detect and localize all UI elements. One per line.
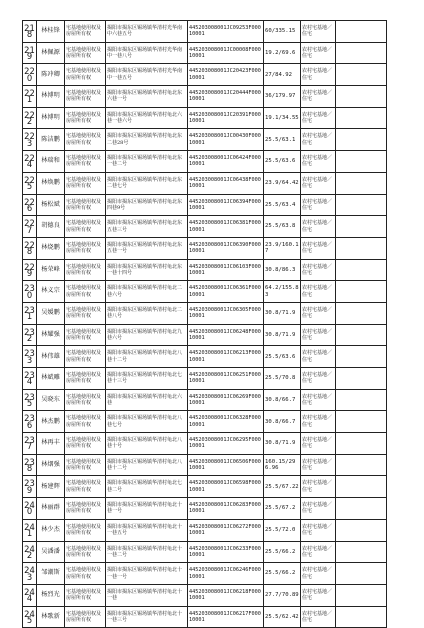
land-use-cell: 农村宅基地／住宅: [301, 324, 336, 346]
owner-name-cell: 林耀强: [37, 324, 65, 346]
row-number-cell: 241: [23, 519, 37, 541]
area-cell: 30.8/71.9: [264, 433, 301, 455]
owner-name-cell: 杨荣峰: [37, 259, 65, 281]
remarks-cell: [336, 498, 387, 520]
area-cell: 25.5/67.2: [264, 498, 301, 520]
land-use-cell: 农村宅基地／住宅: [301, 64, 336, 86]
unit-code-cell: 445203008001JC06248F00010001: [188, 324, 264, 346]
unit-code-cell: 445203008001JC06424F00010001: [188, 151, 264, 173]
land-use-cell: 农村宅基地／住宅: [301, 411, 336, 433]
table-row: [23, 172, 387, 194]
registry-table: [22, 20, 387, 628]
location-cell: 揭阳市揭东区锡场镇华清村龟北东一巷十四号: [106, 259, 188, 281]
area-cell: 30.8/71.9: [264, 302, 301, 324]
right-type-cell: 宅基地使用权及房屋所有权: [65, 498, 106, 520]
row-number-cell: 230: [23, 281, 37, 303]
location-cell: 揭阳市揭东区锡场镇华清村龟北八巷十二号: [106, 454, 188, 476]
area-cell: 30.8/71.9: [264, 324, 301, 346]
area-cell: 27/84.92: [264, 64, 301, 86]
right-type-cell: 宅基地使用权及房屋所有权: [65, 563, 106, 585]
area-cell: 25.5/63.6: [264, 346, 301, 368]
land-use-cell: 农村宅基地／住宅: [301, 86, 336, 108]
table-row: [23, 64, 387, 86]
row-number-cell: 235: [23, 389, 37, 411]
right-type-cell: 宅基地使用权及房屋所有权: [65, 519, 106, 541]
right-type-cell: 宅基地使用权及房屋所有权: [65, 302, 106, 324]
remarks-cell: [336, 563, 387, 585]
table-row: [23, 237, 387, 259]
right-type-cell: 宅基地使用权及房屋所有权: [65, 194, 106, 216]
table-row: [23, 21, 387, 43]
owner-name-cell: 林义宗: [37, 281, 65, 303]
right-type-cell: 宅基地使用权及房屋所有权: [65, 584, 106, 606]
area-cell: 25.5/67.22: [264, 476, 301, 498]
owner-name-cell: 林烧鹏: [37, 237, 65, 259]
table-row: [23, 368, 387, 390]
land-use-cell: 农村宅基地／住宅: [301, 216, 336, 238]
row-number-cell: 239: [23, 476, 37, 498]
table-row: [23, 519, 387, 541]
remarks-cell: [336, 519, 387, 541]
unit-code-cell: 445203008001JC06269F00010001: [188, 389, 264, 411]
right-type-cell: 宅基地使用权及房屋所有权: [65, 172, 106, 194]
table-row: [23, 281, 387, 303]
remarks-cell: [336, 411, 387, 433]
row-number-cell: 236: [23, 411, 37, 433]
land-use-cell: 农村宅基地／住宅: [301, 129, 336, 151]
area-cell: 25.5/66.2: [264, 541, 301, 563]
location-cell: 揭阳市揭东区锡场镇华清村龟北东二巷七号: [106, 172, 188, 194]
location-cell: 揭阳市揭东区锡场镇华清村龟北东六巷一号: [106, 86, 188, 108]
location-cell: 揭阳市揭东区锡场镇华清村龟北二巷八号: [106, 302, 188, 324]
remarks-cell: [336, 86, 387, 108]
land-use-cell: 农村宅基地／住宅: [301, 433, 336, 455]
right-type-cell: 宅基地使用权及房屋所有权: [65, 606, 106, 628]
location-cell: 揭阳市揭东区锡场镇华清村龟北十一巷一号: [106, 563, 188, 585]
area-cell: 160.15/296.96: [264, 454, 301, 476]
table-row: [23, 129, 387, 151]
remarks-cell: [336, 476, 387, 498]
land-use-cell: 农村宅基地／住宅: [301, 42, 336, 64]
unit-code-cell: 445203008001JC06394F00010001: [188, 194, 264, 216]
row-number-cell: 219: [23, 42, 37, 64]
right-type-cell: 宅基地使用权及房屋所有权: [65, 389, 106, 411]
unit-code-cell: 445203008001JC09253F00010001: [188, 21, 264, 43]
row-number-cell: 244: [23, 584, 37, 606]
remarks-cell: [336, 389, 387, 411]
owner-name-cell: 吴媛鹏: [37, 302, 65, 324]
table-row: [23, 498, 387, 520]
row-number-cell: 243: [23, 563, 37, 585]
right-type-cell: 宅基地使用权及房屋所有权: [65, 433, 106, 455]
unit-code-cell: 445203008001JC06381F00010001: [188, 216, 264, 238]
remarks-cell: [336, 324, 387, 346]
remarks-cell: [336, 606, 387, 628]
land-use-cell: 农村宅基地／住宅: [301, 281, 336, 303]
remarks-cell: [336, 64, 387, 86]
land-use-cell: 农村宅基地／住宅: [301, 606, 336, 628]
land-use-cell: 农村宅基地／住宅: [301, 389, 336, 411]
location-cell: 揭阳市揭东区锡场镇华清村龟北八巷十号: [106, 433, 188, 455]
owner-name-cell: 陈洁鹏: [37, 129, 65, 151]
location-cell: 揭阳市揭东区锡场镇华清村龟北十一巷五号: [106, 519, 188, 541]
row-number-cell: 225: [23, 172, 37, 194]
table-row: [23, 606, 387, 628]
remarks-cell: [336, 194, 387, 216]
owner-name-cell: 胡德良: [37, 216, 65, 238]
unit-code-cell: 445203008001JC20423F00010001: [188, 64, 264, 86]
remarks-cell: [336, 433, 387, 455]
owner-name-cell: 林杰鹏: [37, 411, 65, 433]
row-number-cell: 223: [23, 129, 37, 151]
unit-code-cell: 445203008001JC06390F00010001: [188, 237, 264, 259]
right-type-cell: 宅基地使用权及房屋所有权: [65, 541, 106, 563]
row-number-cell: 232: [23, 324, 37, 346]
area-cell: 25.5/70.8: [264, 368, 301, 390]
remarks-cell: [336, 21, 387, 43]
remarks-cell: [336, 151, 387, 173]
unit-code-cell: 445203008001JC06305F00010001: [188, 302, 264, 324]
remarks-cell: [336, 129, 387, 151]
land-use-cell: 农村宅基地／住宅: [301, 584, 336, 606]
right-type-cell: 宅基地使用权及房屋所有权: [65, 42, 106, 64]
right-type-cell: 宅基地使用权及房屋所有权: [65, 21, 106, 43]
right-type-cell: 宅基地使用权及房屋所有权: [65, 151, 106, 173]
land-use-cell: 农村宅基地／住宅: [301, 519, 336, 541]
land-use-cell: 农村宅基地／住宅: [301, 237, 336, 259]
unit-code-cell: 445203008001JC06251F00010001: [188, 368, 264, 390]
owner-name-cell: 林瑞和: [37, 151, 65, 173]
table-row: [23, 454, 387, 476]
registry-table-body: [23, 21, 387, 628]
right-type-cell: 宅基地使用权及房屋所有权: [65, 216, 106, 238]
unit-code-cell: 445203008001JC00008F00010001: [188, 42, 264, 64]
table-row: [23, 584, 387, 606]
unit-code-cell: 445203008001JC20391F00010001: [188, 107, 264, 129]
location-cell: 揭阳市揭东区锡场镇华清村龟北东四巷9号: [106, 194, 188, 216]
table-row: [23, 216, 387, 238]
owner-name-cell: 林佩源: [37, 42, 65, 64]
table-row: [23, 389, 387, 411]
row-number-cell: 227: [23, 216, 37, 238]
land-use-cell: 农村宅基地／住宅: [301, 21, 336, 43]
location-cell: 揭阳市揭东区锡场镇华清村龟北东五巷一号: [106, 237, 188, 259]
unit-code-cell: 445203008001JC06213F00010001: [188, 346, 264, 368]
owner-name-cell: 林再丰: [37, 433, 65, 455]
area-cell: 23.9/64.42: [264, 172, 301, 194]
unit-code-cell: 445203008001JC06233F00010001: [188, 541, 264, 563]
table-row: [23, 194, 387, 216]
row-number-cell: 237: [23, 433, 37, 455]
right-type-cell: 宅基地使用权及房屋所有权: [65, 411, 106, 433]
row-number-cell: 240: [23, 498, 37, 520]
remarks-cell: [336, 541, 387, 563]
table-row: [23, 346, 387, 368]
unit-code-cell: 445203008001JC06217F00010001: [188, 606, 264, 628]
remarks-cell: [336, 346, 387, 368]
owner-name-cell: 林斌雕: [37, 368, 65, 390]
land-use-cell: 农村宅基地／住宅: [301, 368, 336, 390]
land-use-cell: 农村宅基地／住宅: [301, 476, 336, 498]
remarks-cell: [336, 216, 387, 238]
owner-name-cell: 邹潮斯: [37, 563, 65, 585]
right-type-cell: 宅基地使用权及房屋所有权: [65, 368, 106, 390]
remarks-cell: [336, 584, 387, 606]
area-cell: 30.8/86.3: [264, 259, 301, 281]
remarks-cell: [336, 237, 387, 259]
land-use-cell: 农村宅基地／住宅: [301, 151, 336, 173]
unit-code-cell: 445203008001JC06283F00010001: [188, 498, 264, 520]
location-cell: 揭阳市揭东区锡场镇华清村龟北九巷六号: [106, 324, 188, 346]
land-use-cell: 农村宅基地／住宅: [301, 107, 336, 129]
unit-code-cell: 445203008001JC06218F00010001: [188, 584, 264, 606]
row-number-cell: 220: [23, 64, 37, 86]
location-cell: 揭阳市揭东区锡场镇华清村龟北东五巷三号: [106, 216, 188, 238]
unit-code-cell: 445203008001JC06506F00010001: [188, 454, 264, 476]
row-number-cell: 226: [23, 194, 37, 216]
area-cell: 36/179.97: [264, 86, 301, 108]
row-number-cell: 234: [23, 368, 37, 390]
remarks-cell: [336, 172, 387, 194]
unit-code-cell: 445203008001JC06272F00010001: [188, 519, 264, 541]
land-use-cell: 农村宅基地／住宅: [301, 346, 336, 368]
owner-name-cell: 林丽群: [37, 498, 65, 520]
row-number-cell: 221: [23, 86, 37, 108]
right-type-cell: 宅基地使用权及房屋所有权: [65, 346, 106, 368]
location-cell: 揭阳市揭东区锡场镇华清村龟北东一巷二号: [106, 151, 188, 173]
unit-code-cell: 445203008001JC06328F00010001: [188, 411, 264, 433]
location-cell: 揭阳市揭东区锡场镇华清村龟北十一巷二号: [106, 541, 188, 563]
location-cell: 揭阳市揭东区锡场镇华清村龟北六巷一巷六号: [106, 107, 188, 129]
area-cell: 25.5/66.2: [264, 563, 301, 585]
owner-name-cell: 吴潘潘: [37, 541, 65, 563]
unit-code-cell: 445203008001JC06246F00010001: [188, 563, 264, 585]
row-number-cell: 229: [23, 259, 37, 281]
land-use-cell: 农村宅基地／住宅: [301, 498, 336, 520]
table-row: [23, 86, 387, 108]
land-use-cell: 农村宅基地／住宅: [301, 302, 336, 324]
table-row: [23, 259, 387, 281]
area-cell: 19.1/34.55: [264, 107, 301, 129]
land-use-cell: 农村宅基地／住宅: [301, 541, 336, 563]
location-cell: 揭阳市揭东区锡场镇华清村龟北十一巷: [106, 584, 188, 606]
land-use-cell: 农村宅基地／住宅: [301, 194, 336, 216]
location-cell: 揭阳市揭东区锡场镇华清村光华南中一巷八号: [106, 42, 188, 64]
owner-name-cell: 杨松斌: [37, 194, 65, 216]
right-type-cell: 宅基地使用权及房屋所有权: [65, 129, 106, 151]
location-cell: 揭阳市揭东区锡场镇华清村龟北二巷六号: [106, 281, 188, 303]
remarks-cell: [336, 42, 387, 64]
owner-name-cell: 林焕鹏: [37, 172, 65, 194]
table-row: [23, 42, 387, 64]
location-cell: 揭阳市揭东区锡场镇华清村龟北八巷七号: [106, 411, 188, 433]
unit-code-cell: 445203008001JC06361F00010001: [188, 281, 264, 303]
location-cell: 揭阳市揭东区锡场镇华清村龟北七巷十三号: [106, 368, 188, 390]
location-cell: 揭阳市揭东区锡场镇华清村光华南中六巷五号: [106, 21, 188, 43]
owner-name-cell: 林烟强: [37, 454, 65, 476]
location-cell: 揭阳市揭东区锡场镇华清村龟北十一巷三号: [106, 606, 188, 628]
area-cell: 23.9/160.17: [264, 237, 301, 259]
remarks-cell: [336, 368, 387, 390]
location-cell: 揭阳市揭东区锡场镇华清村光华南中一巷五号: [106, 64, 188, 86]
right-type-cell: 宅基地使用权及房屋所有权: [65, 259, 106, 281]
area-cell: 60/335.15: [264, 21, 301, 43]
location-cell: 揭阳市揭东区锡场镇华清村龟北十巷一号: [106, 498, 188, 520]
owner-name-cell: 杨建辉: [37, 476, 65, 498]
row-number-cell: 231: [23, 302, 37, 324]
unit-code-cell: 445203008001JC06103F00010001: [188, 259, 264, 281]
area-cell: 25.5/63.6: [264, 151, 301, 173]
area-cell: 30.8/66.7: [264, 411, 301, 433]
land-use-cell: 农村宅基地／住宅: [301, 172, 336, 194]
remarks-cell: [336, 259, 387, 281]
right-type-cell: 宅基地使用权及房屋所有权: [65, 237, 106, 259]
unit-code-cell: 445203008001JC20444F00010001: [188, 86, 264, 108]
row-number-cell: 242: [23, 541, 37, 563]
row-number-cell: 245: [23, 606, 37, 628]
unit-code-cell: 445203008001JC06598F00010001: [188, 476, 264, 498]
table-row: [23, 107, 387, 129]
table-row: [23, 411, 387, 433]
land-use-cell: 农村宅基地／住宅: [301, 259, 336, 281]
right-type-cell: 宅基地使用权及房屋所有权: [65, 324, 106, 346]
row-number-cell: 218: [23, 21, 37, 43]
area-cell: 30.8/66.7: [264, 389, 301, 411]
row-number-cell: 233: [23, 346, 37, 368]
row-number-cell: 224: [23, 151, 37, 173]
owner-name-cell: 林少杰: [37, 519, 65, 541]
table-row: [23, 541, 387, 563]
table-row: [23, 151, 387, 173]
area-cell: 27.7/70.89: [264, 584, 301, 606]
row-number-cell: 238: [23, 454, 37, 476]
owner-name-cell: 陈冲卿: [37, 64, 65, 86]
owner-name-cell: 林歌新: [37, 606, 65, 628]
location-cell: 揭阳市揭东区锡场镇华清村龟北东二巷28号: [106, 129, 188, 151]
area-cell: 25.5/63.4: [264, 194, 301, 216]
owner-name-cell: 林博明: [37, 86, 65, 108]
owner-name-cell: 林博明: [37, 107, 65, 129]
location-cell: 揭阳市揭东区锡场镇华清村龟北八巷十二号: [106, 346, 188, 368]
owner-name-cell: 吴晓东: [37, 389, 65, 411]
right-type-cell: 宅基地使用权及房屋所有权: [65, 281, 106, 303]
area-cell: 25.5/63.8: [264, 216, 301, 238]
unit-code-cell: 445203008001JC06295F00010001: [188, 433, 264, 455]
row-number-cell: 228: [23, 237, 37, 259]
remarks-cell: [336, 281, 387, 303]
land-use-cell: 农村宅基地／住宅: [301, 454, 336, 476]
land-use-cell: 农村宅基地／住宅: [301, 563, 336, 585]
table-row: [23, 324, 387, 346]
table-row: [23, 476, 387, 498]
remarks-cell: [336, 107, 387, 129]
table-row: [23, 302, 387, 324]
unit-code-cell: 445203008001JC06438F00010001: [188, 172, 264, 194]
right-type-cell: 宅基地使用权及房屋所有权: [65, 454, 106, 476]
unit-code-cell: 445203008001JC00430F00010001: [188, 129, 264, 151]
right-type-cell: 宅基地使用权及房屋所有权: [65, 476, 106, 498]
table-row: [23, 563, 387, 585]
right-type-cell: 宅基地使用权及房屋所有权: [65, 107, 106, 129]
area-cell: 25.5/72.0: [264, 519, 301, 541]
remarks-cell: [336, 302, 387, 324]
row-number-cell: 222: [23, 107, 37, 129]
owner-name-cell: 林桂锋: [37, 21, 65, 43]
right-type-cell: 宅基地使用权及房屋所有权: [65, 86, 106, 108]
right-type-cell: 宅基地使用权及房屋所有权: [65, 64, 106, 86]
remarks-cell: [336, 454, 387, 476]
area-cell: 64.2/155.83: [264, 281, 301, 303]
location-cell: 揭阳市揭东区锡场镇华清村龟北六巷: [106, 389, 188, 411]
area-cell: 19.2/69.6: [264, 42, 301, 64]
owner-name-cell: 林伟雄: [37, 346, 65, 368]
location-cell: 揭阳市揭东区锡场镇华清村龟北七巷二号: [106, 476, 188, 498]
owner-name-cell: 杨烈光: [37, 584, 65, 606]
table-row: [23, 433, 387, 455]
area-cell: 25.5/62.42: [264, 606, 301, 628]
area-cell: 25.5/63.1: [264, 129, 301, 151]
